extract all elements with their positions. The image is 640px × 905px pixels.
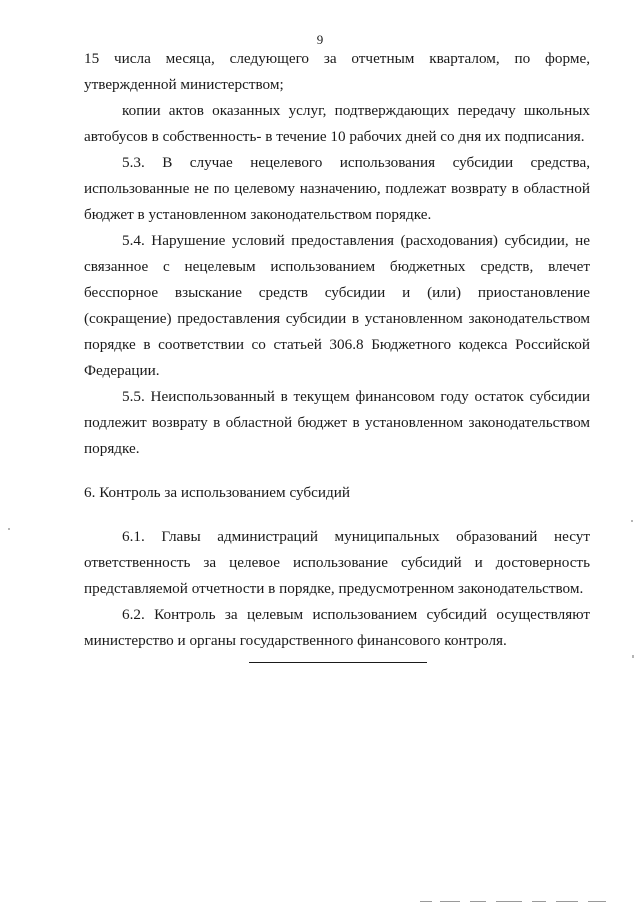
end-divider-line [249, 662, 427, 663]
scan-artifact [420, 901, 432, 902]
page-number: 9 [316, 32, 324, 47]
scan-artifact [556, 901, 578, 902]
section-heading: 6. Контроль за использованием субсидий [84, 484, 350, 501]
scan-artifact [8, 528, 10, 530]
document-body [84, 46, 590, 654]
scan-artifact [496, 901, 522, 902]
paragraph-6-1: 6.1. Главы администраций муниципальных образований несут ответственность за целевое использование субсидий и достоверность представляемой отчетности в порядке, предусмотренном законодательством. [84, 528, 590, 597]
paragraph-5-3: 5.3. В случае нецелевого использования субсидии средства, использованные не по целевому назначению, подлежат возврату в областной бюджет в установленном законодательством порядке. [84, 154, 590, 223]
scan-artifact [631, 520, 633, 522]
paragraph-5-4: 5.4. Нарушение условий предоставления (расходования) субсидии, не связанное с нецелевым использованием бюджетных средств, влечет бесспорное взыскание средств субсидии и (или) приостановление (сокращение) предоставления субсидии в установленном законодательством порядке в соответствии со статьей 306.8 Бюджетного кодекса Российской Федерации. [84, 232, 590, 379]
scan-artifact [440, 901, 460, 902]
paragraph-report-deadline: 15 числа месяца, следующего за отчетным кварталом, по форме, утвержденной министерством; [84, 50, 590, 93]
scan-artifact [532, 901, 546, 902]
scan-artifact [470, 901, 486, 902]
scan-artifact [632, 655, 634, 658]
paragraph-acts-copies: копии актов оказанных услуг, подтверждающих передачу школьных автобусов в собственность- в течение 10 рабочих дней со дня их подписания. [84, 102, 590, 145]
paragraph-5-5: 5.5. Неиспользованный в текущем финансовом году остаток субсидии подлежит возврату в областной бюджет в установленном законодательством порядке. [84, 388, 590, 457]
scan-artifact [588, 901, 606, 902]
paragraph-6-2: 6.2. Контроль за целевым использованием субсидий осуществляют министерство и органы государственного финансового контроля. [84, 606, 590, 649]
